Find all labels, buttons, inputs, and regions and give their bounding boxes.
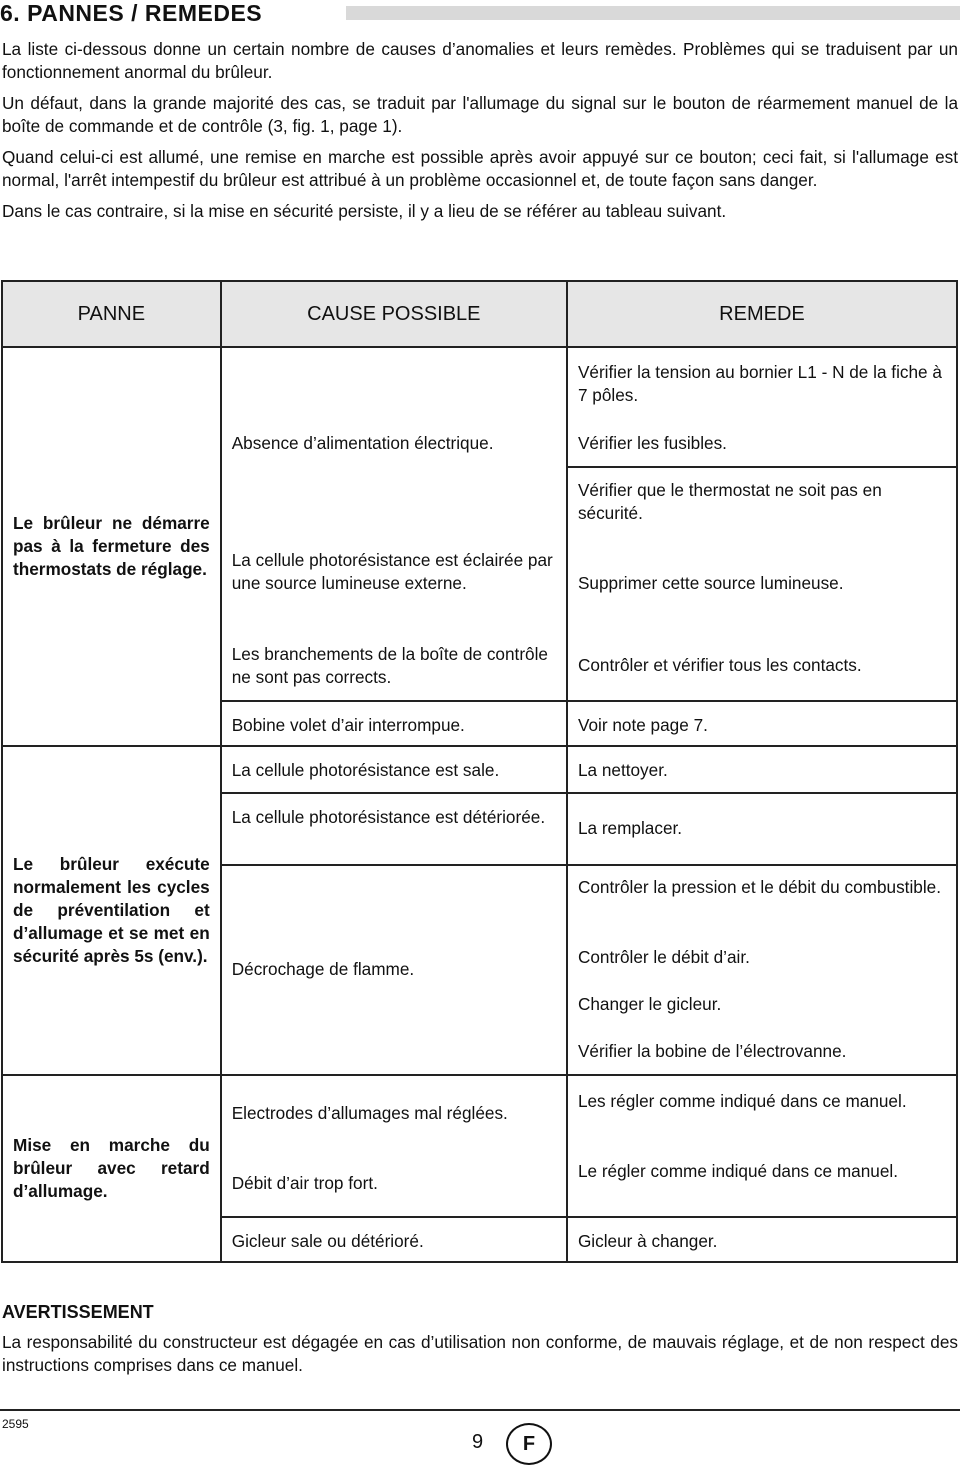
header-remede: REMEDE [567,281,957,347]
remedy-item: La remplacer. [577,818,683,838]
row-divider [222,1216,566,1218]
symptom-label: Le brûleur exécute normalement les cycles de préventilation et d’allumage et se met en sécurité après 5s (env.). [13,854,210,966]
cause-item: Débit d’air trop fort. [231,1173,378,1193]
remedy-item: Le régler comme indiqué dans ce manuel. [577,1161,898,1181]
troubleshooting-table [1,280,958,1263]
intro-paragraph-2: Un défaut, dans la grande majorité des cas, se traduit par l'allumage du signal sur le bouton de réarmement manuel de la boîte de commande et de contrôle (3, fig. 1, page 1). [2,93,958,136]
warning-text: La responsabilité du constructeur est dégagée en cas d’utilisation non conforme, de mauvais réglage, et de non respect des instructions comprises dans ce manuel. [2,1332,958,1375]
row-divider [568,1216,956,1218]
cause-item: Electrodes d’allumages mal réglées. [231,1103,508,1123]
remedy-item: Voir note page 7. [577,715,708,735]
symptom-label: Le brûleur ne démarre pas à la fermeture des thermostats de réglage. [13,513,210,579]
intro-text [2,38,958,231]
remedy-item: Vérifier que le thermostat ne soit pas en sécurité. [577,480,882,523]
cause-item: Les branchements de la boîte de contrôle ne sont pas corrects. [231,644,548,687]
remedy-item: La nettoyer. [577,760,668,780]
symptom-label: Mise en marche du brûleur avec retard d’allumage. [13,1135,210,1201]
remedy-item: Changer le gicleur. [577,994,722,1014]
remedy-item: Gicleur à changer. [577,1231,718,1251]
cause-item: Gicleur sale ou détérioré. [231,1231,424,1251]
table-row [2,1075,957,1262]
header-cause: CAUSE POSSIBLE [221,281,567,347]
page-number: 9 [472,1431,484,1453]
row-divider [568,864,956,866]
header-rule [346,6,960,20]
cause-item: La cellule photorésistance est détériorée. [231,807,546,827]
remedy-item: Contrôler le débit d’air. [577,947,750,967]
remedy-item: Les régler comme indiqué dans ce manuel. [577,1091,907,1111]
remedy-item: Supprimer cette source lumineuse. [577,573,844,593]
cause-item: Décrochage de flamme. [231,959,415,979]
remedy-item: Vérifier les fusibles. [577,433,727,453]
intro-paragraph-1: La liste ci-dessous donne un certain nombre de causes d’anomalies et leurs remèdes. Problèmes qui se traduisent par un fonctionnement anormal du brûleur. [2,39,958,82]
row-divider [568,792,956,794]
row-divider [222,864,566,866]
warning-title: AVERTISSEMENT [2,1302,154,1322]
row-divider [568,466,956,468]
cause-item: La cellule photorésistance est sale. [231,760,500,780]
intro-paragraph-4: Dans le cas contraire, si la mise en sécurité persiste, il y a lieu de se référer au tableau suivant. [2,201,727,221]
remedy-item: Contrôler et vérifier tous les contacts. [577,655,862,675]
row-divider [222,700,566,702]
document-code: 2595 [2,1417,29,1431]
row-divider [222,792,566,794]
header-panne: PANNE [2,281,221,347]
cause-item: Absence d’alimentation électrique. [231,433,494,453]
row-divider [568,700,956,702]
remedy-item: Vérifier la tension au bornier L1 - N de la fiche à 7 pôles. [577,362,942,405]
remedy-item: Vérifier la bobine de l’électrovanne. [577,1041,847,1061]
section-header [0,0,960,26]
cause-item: La cellule photorésistance est éclairée par une source lumineuse externe. [231,550,553,593]
remedy-item: Contrôler la pression et le débit du combustible. [577,877,941,897]
section-title: 6. PANNES / REMEDES [0,0,263,26]
footer-rule [0,1409,960,1411]
table-header-row [2,281,957,347]
table-row [2,347,957,746]
intro-paragraph-3: Quand celui-ci est allumé, une remise en marche est possible après avoir appuyé sur ce bouton; ceci fait, si l'allumage est normal, l'arrêt intempestif du brûleur est attribué à un problème occasionnel et, de toute façon sans danger. [2,147,958,190]
table-row [2,746,957,1075]
cause-item: Bobine volet d’air interrompue. [231,715,465,735]
language-badge: F [506,1423,552,1465]
